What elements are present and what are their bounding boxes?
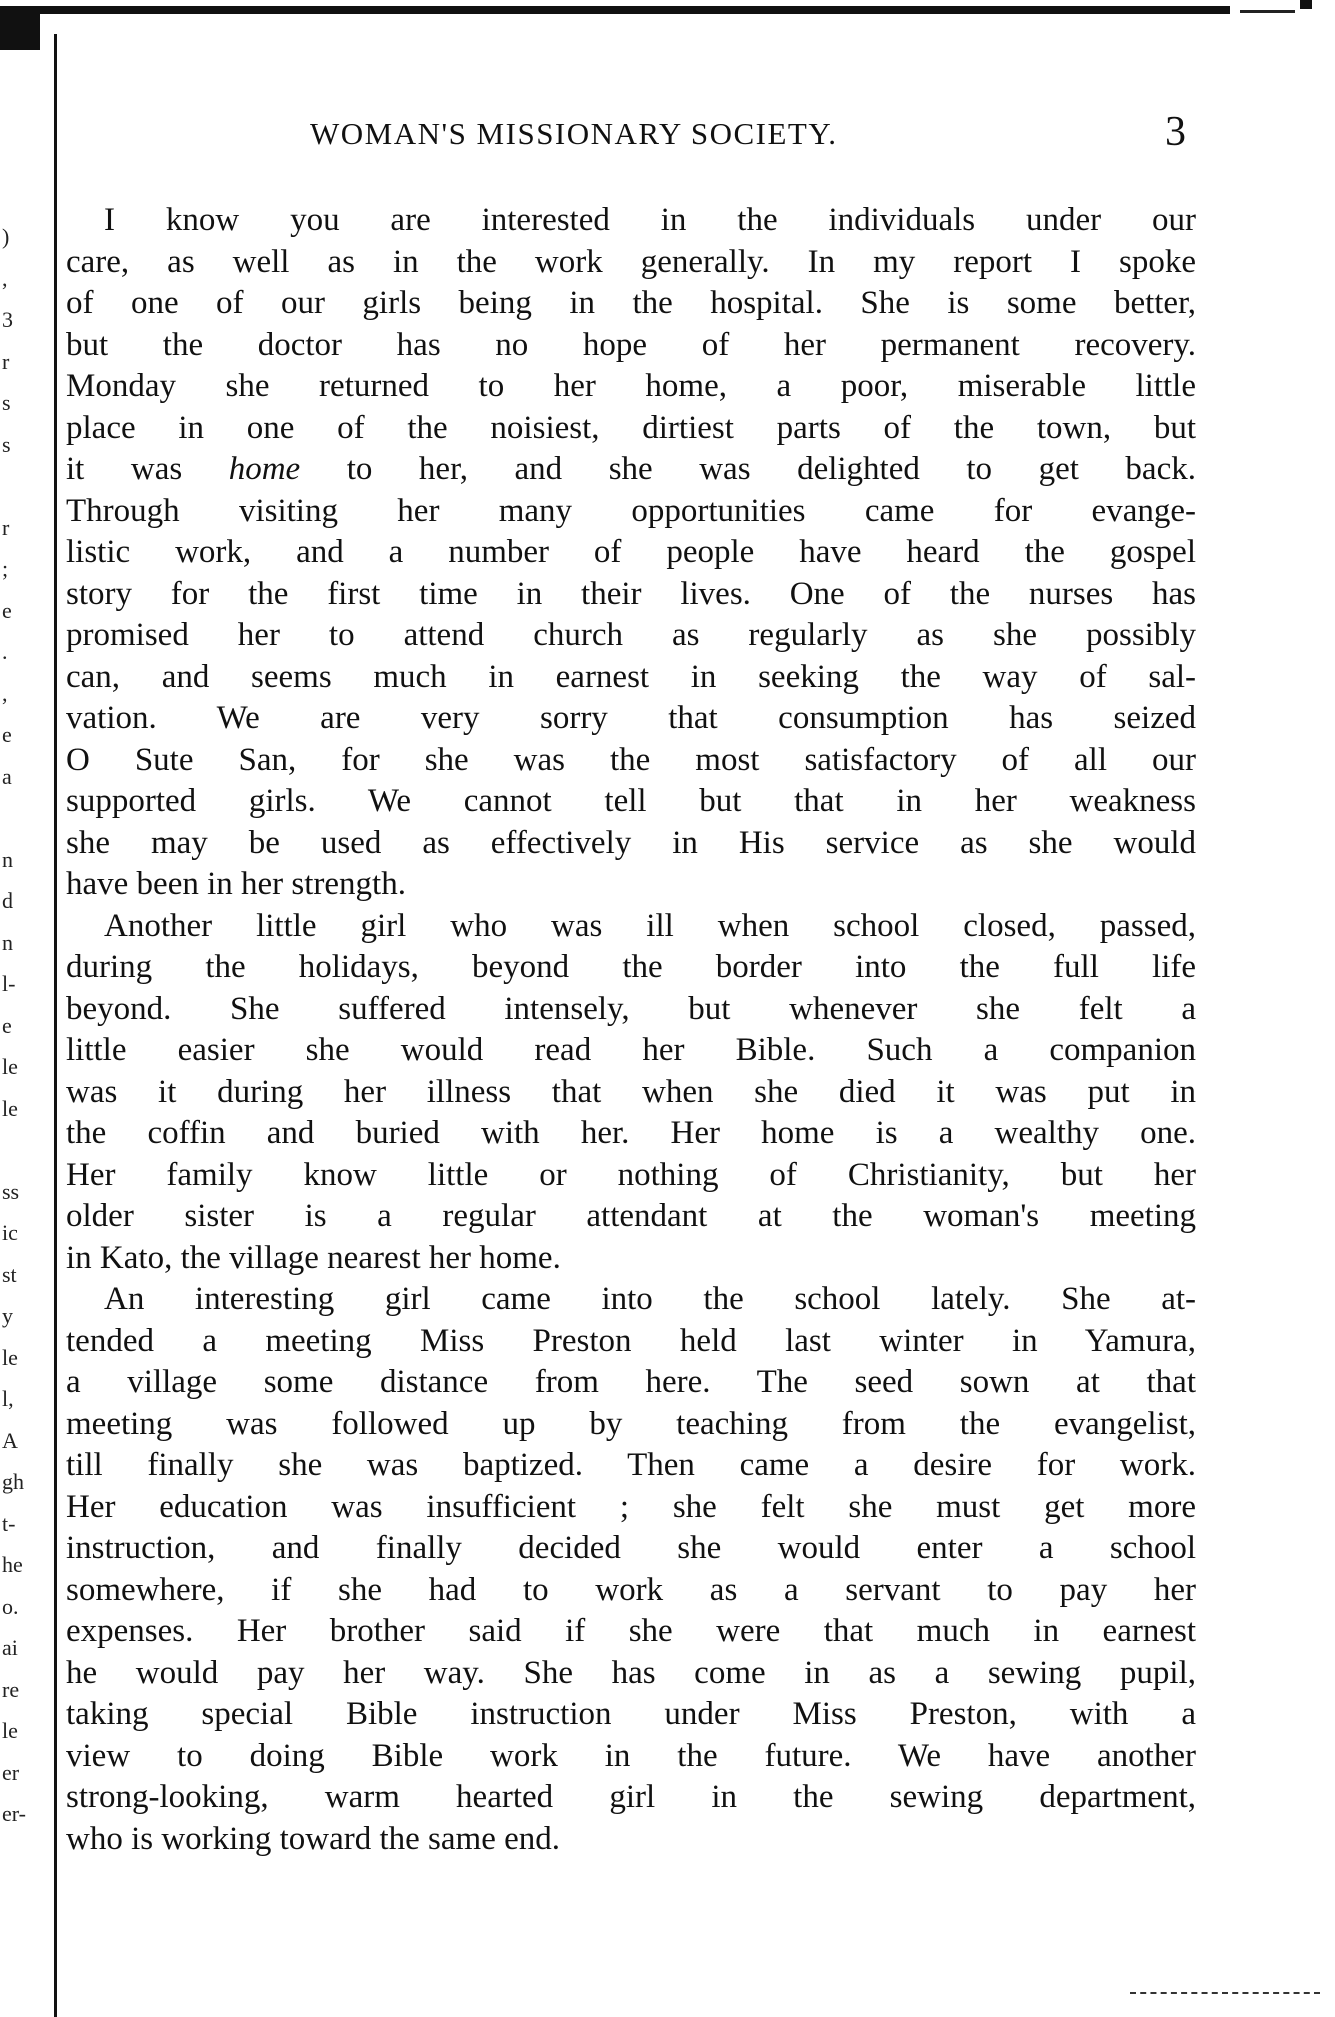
text-line: Her family know little or nothing of Christianity, but her	[66, 1156, 1196, 1193]
text-line: in Kato, the village nearest her home.	[66, 1239, 561, 1276]
margin-fragment: gh	[2, 1469, 24, 1494]
text-line: place in one of the noisiest, dirtiest parts of the town, but	[66, 409, 1196, 446]
text-line: but the doctor has no hope of her permanent recovery.	[66, 326, 1196, 363]
margin-fragment: ss	[2, 1178, 20, 1204]
margin-fragment: e	[2, 597, 12, 623]
text-line: Another little girl who was ill when school closed, passed,	[104, 907, 1196, 944]
margin-fragment: n	[2, 929, 13, 955]
text-line: care, as well as in the work generally. In my report I spoke	[66, 243, 1196, 280]
body-text	[66, 200, 1196, 1860]
margin-fragment: 3	[2, 307, 13, 332]
margin-fragment: s	[2, 431, 11, 457]
margin-fragment: r	[2, 514, 10, 540]
text-line: can, and seems much in earnest in seeking the way of sal-	[66, 658, 1196, 695]
gutter-rule	[54, 34, 57, 2017]
text-line: was it during her illness that when she died it was put in	[66, 1073, 1196, 1110]
text-line: taking special Bible instruction under Miss Preston, with a	[66, 1696, 1196, 1732]
margin-fragment: st	[2, 1261, 17, 1287]
margin-fragment: ic	[2, 1220, 18, 1245]
margin-fragment: e	[2, 722, 12, 747]
margin-fragment: ai	[2, 1635, 18, 1660]
text-line: expenses. Her brother said if she were that much in earnest	[66, 1613, 1196, 1649]
text-line: Through visiting her many opportunities came for evange-	[66, 492, 1196, 529]
margin-fragment	[2, 797, 50, 839]
margin-fragment: ,	[2, 265, 8, 291]
text-line: view to doing Bible work in the future. We have another	[66, 1737, 1196, 1774]
margin-fragment: A	[2, 1427, 18, 1453]
margin-fragment: er-	[2, 1801, 26, 1826]
text-line: Monday she returned to her home, a poor, miserable little	[66, 368, 1196, 404]
text-line: till finally she was baptized. Then came a desire for work.	[66, 1447, 1196, 1483]
margin-fragment: le	[2, 1344, 18, 1370]
margin-fragment: le	[2, 1718, 18, 1743]
text-line: An interesting girl came into the school lately. She at-	[104, 1281, 1196, 1317]
margin-fragment: t-	[2, 1510, 16, 1536]
adjacent-page-fragments	[2, 216, 50, 1835]
text-line: Her education was insufficient ; she felt she must get more	[66, 1488, 1196, 1525]
text-line: O Sute San, for she was the most satisfactory of all our	[66, 741, 1196, 778]
text-line: little easier she would read her Bible. Such a companion	[66, 1032, 1196, 1068]
top-border-rule-fragment	[1240, 10, 1295, 13]
text-line: have been in her strength.	[66, 866, 406, 902]
text-line: I know you are interested in the individuals under our	[104, 202, 1196, 238]
bottom-dashed-rule	[1130, 1992, 1320, 1994]
text-line: the coffin and buried with her. Her home is a wealthy one.	[66, 1115, 1196, 1151]
text-line: promised her to attend church as regularly as she possibly	[66, 617, 1196, 653]
left-edge-bar	[0, 14, 40, 50]
margin-fragment: y	[2, 1303, 13, 1328]
margin-fragment: l-	[2, 971, 16, 996]
margin-fragment: l,	[2, 1386, 14, 1411]
text-line: who is working toward the same end.	[66, 1820, 560, 1857]
margin-fragment: e	[2, 1012, 12, 1038]
text-line: older sister is a regular attendant at the woman's meeting	[66, 1198, 1196, 1234]
text-line: instruction, and finally decided she would enter a school	[66, 1530, 1196, 1566]
corner-scan-mark	[1300, 0, 1312, 9]
text-line: meeting was followed up by teaching from the evangelist,	[66, 1405, 1196, 1442]
margin-fragment: .	[2, 639, 8, 664]
margin-fragment: n	[2, 846, 13, 872]
margin-fragment: r	[2, 348, 10, 374]
margin-fragment: )	[2, 224, 10, 249]
margin-fragment: d	[2, 888, 13, 913]
text-line: vation. We are very sorry that consumption has seized	[66, 700, 1196, 736]
text-line: a village some distance from here. The seed sown at that	[66, 1364, 1196, 1400]
margin-fragment	[2, 465, 50, 507]
margin-fragment: s	[2, 390, 11, 415]
margin-fragment: le	[2, 1095, 18, 1121]
text-line: it was home to her, and she was delighted to get back.	[66, 451, 1196, 487]
text-line: listic work, and a number of people have heard the gospel	[66, 534, 1196, 570]
text-line: he would pay her way. She has come in as a sewing pupil,	[66, 1654, 1196, 1691]
page-number: 3	[1165, 109, 1186, 155]
margin-fragment: er	[2, 1759, 20, 1785]
margin-fragment: le	[2, 1054, 18, 1079]
margin-fragment: he	[2, 1552, 23, 1577]
emphasized-word: home	[228, 451, 301, 487]
margin-fragment: a	[2, 763, 12, 789]
margin-fragment: ,	[2, 680, 8, 706]
text-line: beyond. She suffered intensely, but whenever she felt a	[66, 990, 1196, 1027]
text-line: strong-looking, warm hearted girl in the sewing department,	[66, 1779, 1196, 1815]
text-line: she may be used as effectively in His service as she would	[66, 824, 1196, 861]
margin-fragment: re	[2, 1676, 20, 1702]
margin-fragment: o.	[2, 1593, 19, 1619]
text-line: of one of our girls being in the hospital. She is some better,	[66, 285, 1196, 321]
running-title: WOMAN'S MISSIONARY SOCIETY.	[310, 116, 838, 151]
top-border-rule	[0, 6, 1230, 14]
margin-fragment: ;	[2, 556, 9, 581]
text-line: story for the first time in their lives. One of the nurses has	[66, 575, 1196, 612]
margin-fragment	[2, 1129, 50, 1171]
text-line: during the holidays, beyond the border into the full life	[66, 949, 1196, 985]
text-line: tended a meeting Miss Preston held last winter in Yamura,	[66, 1322, 1196, 1359]
text-line: somewhere, if she had to work as a servant to pay her	[66, 1571, 1196, 1608]
text-line: supported girls. We cannot tell but that in her weakness	[66, 783, 1196, 819]
